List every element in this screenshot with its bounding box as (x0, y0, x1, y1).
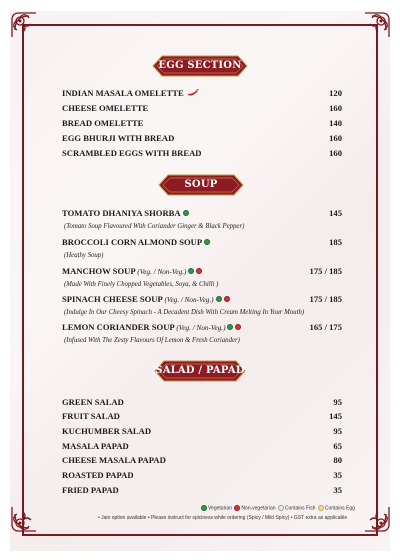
legend-fish: Contains Fish (284, 505, 316, 512)
corner-ornament-icon (362, 504, 392, 534)
item-price: 160 (329, 133, 342, 143)
item-note: (Veg. / Non-Veg.) (164, 296, 214, 304)
item-name: LEMON CORIANDER SOUP (62, 322, 175, 332)
item-price: 80 (333, 455, 342, 465)
item-price: 35 (333, 470, 342, 480)
section-title-soup: SOUP (184, 179, 218, 190)
item-description: (Made With Finely Chopped Vegetables, Soya, & Chilli ) (64, 281, 219, 288)
chili-icon (187, 89, 199, 97)
item-price: 185 (329, 237, 342, 247)
item-name: MANCHOW SOUP (62, 266, 136, 276)
item-price: 145 (329, 208, 342, 218)
item-price: 120 (329, 88, 342, 98)
corner-ornament-icon (9, 10, 39, 40)
item-price: 35 (333, 485, 342, 495)
legend-nonveg: Non-vegetarian (241, 505, 276, 512)
corner-ornament-icon (9, 504, 39, 534)
item-name: SPINACH CHEESE SOUP (62, 294, 163, 304)
veg-icon (188, 268, 194, 274)
item-name: KUCHUMBER SALAD (62, 426, 152, 436)
section-title-egg: EGG SECTION (158, 60, 242, 71)
nonveg-icon (196, 268, 202, 274)
item-price: 95 (333, 426, 342, 436)
veg-icon (183, 210, 189, 216)
menu-item (62, 455, 342, 467)
legend-veg: Vegetarian (208, 505, 232, 512)
item-name: CHEESE MASALA PAPAD (62, 455, 166, 465)
menu-item (62, 470, 342, 482)
item-name: GREEN SALAD (62, 397, 124, 407)
item-name: EGG BHURJI WITH BREAD (62, 133, 175, 143)
nonveg-icon (224, 296, 230, 302)
legend-egg: Contains Egg (324, 505, 355, 512)
menu-item (62, 322, 342, 334)
dietary-legend (200, 505, 355, 511)
menu-item (62, 266, 342, 278)
item-name: FRIED PAPAD (62, 485, 119, 495)
item-price: 140 (329, 118, 342, 128)
menu-item (62, 118, 342, 130)
item-price: 165 / 175 (309, 322, 342, 332)
item-name: CHEESE OMELETTE (62, 103, 149, 113)
item-name: BROCCOLI CORN ALMOND SOUP (62, 237, 203, 247)
menu-item (62, 411, 342, 423)
veg-icon (216, 296, 222, 302)
footer-note: • Jain option available • Please instruct for spiciness while ordering (Spicy / Mild Spicy) • GST extra as applicable (98, 515, 348, 521)
egg-icon (318, 505, 324, 511)
item-price: 145 (329, 411, 342, 421)
veg-icon (201, 505, 207, 511)
item-description: (Indulge In Our Cheesy Spinach - A Decadent Dish With Cream Melting In Your Mouth) (64, 309, 305, 316)
menu-item (62, 208, 342, 220)
menu-item (62, 88, 342, 100)
item-description: (Heathy Soup) (64, 252, 104, 259)
item-name: INDIAN MASALA OMELETTE (62, 88, 184, 98)
item-description: (Infused With The Zesty Flavours Of Lemon & Fresh Coriander) (64, 337, 240, 344)
menu-item (62, 294, 342, 306)
veg-icon (204, 239, 210, 245)
menu-item (62, 426, 342, 438)
section-banner-soup (158, 174, 244, 196)
section-title-salad: SALAD / PAPAD (155, 365, 245, 376)
menu-item (62, 103, 342, 115)
menu-item (62, 237, 342, 249)
item-price: 160 (329, 148, 342, 158)
menu-item (62, 133, 342, 145)
item-price: 175 / 185 (309, 266, 342, 276)
item-name: BREAD OMELETTE (62, 118, 144, 128)
veg-icon (227, 324, 233, 330)
item-name: TOMATO DHANIYA SHORBA (62, 208, 181, 218)
menu-item (62, 148, 342, 160)
item-name: FRUIT SALAD (62, 411, 120, 421)
menu-item (62, 441, 342, 453)
item-price: 175 / 185 (309, 294, 342, 304)
nonveg-icon (235, 324, 241, 330)
menu-item (62, 397, 342, 409)
item-price: 95 (333, 397, 342, 407)
item-price: 65 (333, 441, 342, 451)
section-banner-egg (152, 55, 248, 77)
item-price: 160 (329, 103, 342, 113)
item-name: ROASTED PAPAD (62, 470, 134, 480)
item-description: (Tomato Soup Flavoured With Coriander Ginger & Black Pepper) (64, 223, 245, 230)
menu-item (62, 485, 342, 497)
item-name: SCRAMBLED EGGS WITH BREAD (62, 148, 202, 158)
item-note: (Veg. / Non-Veg.) (137, 268, 187, 276)
item-name: MASALA PAPAD (62, 441, 129, 451)
section-banner-salad (154, 360, 246, 382)
corner-ornament-icon (362, 10, 392, 40)
fish-icon (278, 505, 284, 511)
nonveg-icon (234, 505, 240, 511)
item-note: (Veg. / Non-Veg.) (176, 324, 226, 332)
